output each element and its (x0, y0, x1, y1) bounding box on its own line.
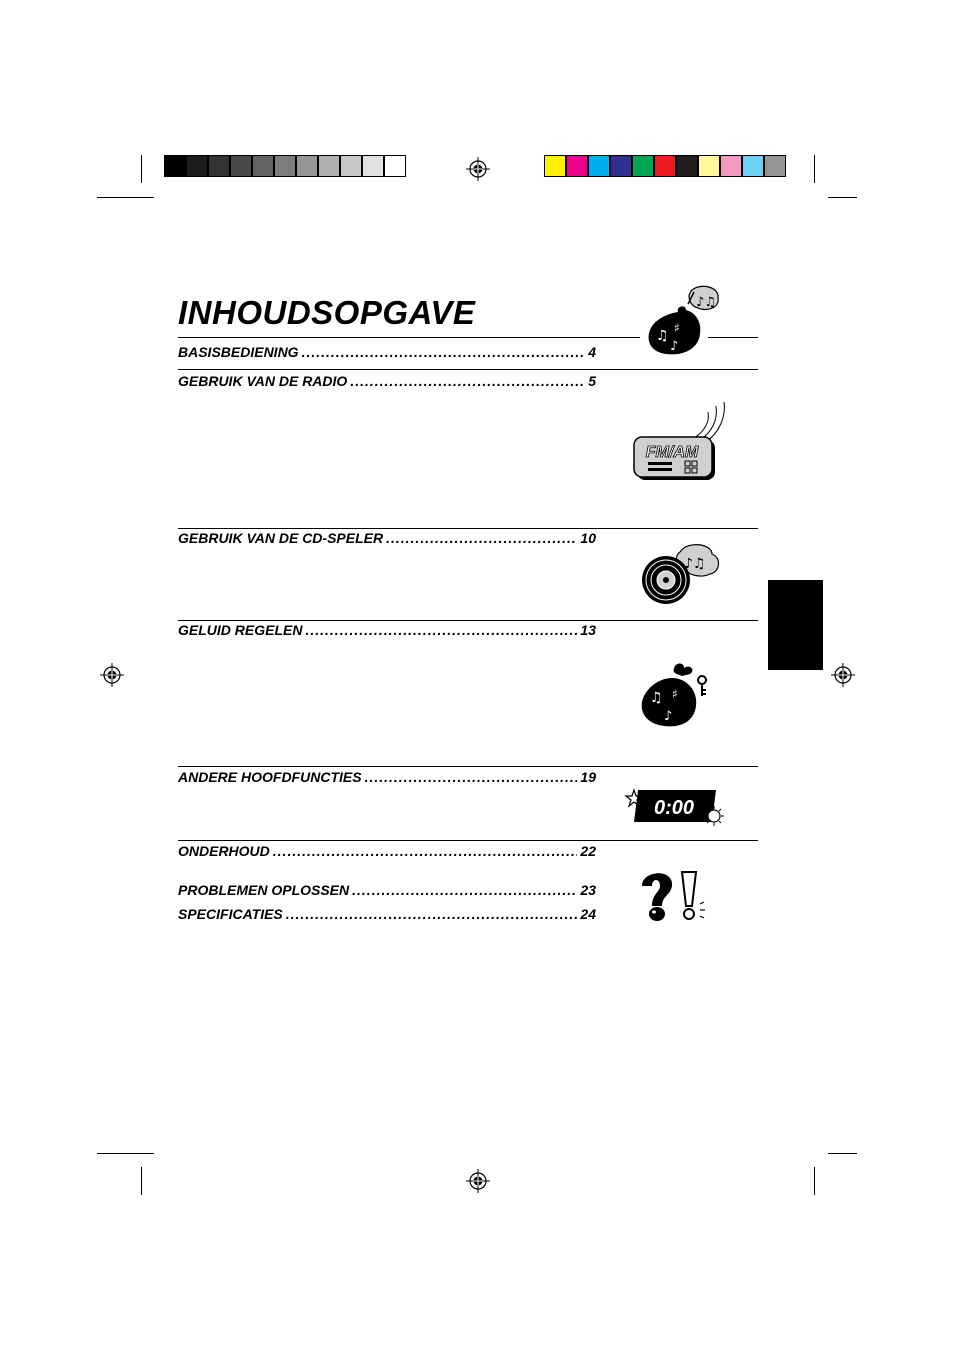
crop-mark (141, 155, 142, 183)
gray-swatch (318, 155, 340, 177)
crop-mark (141, 1167, 142, 1195)
gray-swatch (340, 155, 362, 177)
gray-swatch (296, 155, 318, 177)
toc-label: BASISBEDIENING (178, 344, 299, 360)
section-divider (178, 620, 758, 621)
sound-bag-icon (638, 662, 718, 730)
gray-swatch (186, 155, 208, 177)
color-swatch (632, 155, 654, 177)
color-swatch (676, 155, 698, 177)
color-swatch (588, 155, 610, 177)
crop-mark (814, 155, 815, 183)
color-swatch (566, 155, 588, 177)
toc-page-number: 19 (580, 769, 596, 785)
toc-label: ONDERHOUD (178, 843, 270, 859)
cd-music-icon (638, 542, 728, 608)
registration-mark-icon (831, 663, 855, 687)
gray-swatch (384, 155, 406, 177)
clock-time: 0:00 (653, 797, 695, 819)
gray-swatch (274, 155, 296, 177)
svg-text:♪♫: ♪♫ (684, 556, 706, 572)
toc-entry-problemen[interactable] (178, 882, 596, 902)
toc-page-number: 24 (580, 906, 596, 922)
crop-mark (97, 197, 154, 198)
page-title: INHOUDSOPGAVE (178, 294, 476, 331)
music-bag-icon (640, 284, 730, 360)
toc-label: GEBRUIK VAN DE RADIO (178, 373, 348, 389)
registration-mark-icon (466, 1169, 490, 1193)
toc-page-number: 23 (580, 882, 596, 898)
svg-text:♪: ♪ (670, 339, 679, 354)
toc-page-number: 4 (588, 344, 596, 360)
gray-swatch (362, 155, 384, 177)
color-swatch (720, 155, 742, 177)
toc-entry-specificaties[interactable] (178, 906, 596, 926)
section-divider (178, 766, 758, 767)
svg-text:♪: ♪ (664, 709, 673, 724)
toc-page-number: 5 (588, 373, 596, 389)
toc-label: SPECIFICATIES (178, 906, 283, 922)
section-divider (178, 369, 758, 370)
svg-text:♫: ♫ (650, 690, 663, 706)
svg-text:♫: ♫ (656, 328, 669, 344)
toc-entry-radio[interactable] (178, 373, 596, 393)
language-side-tab (768, 580, 823, 670)
svg-text:♪♫: ♪♫ (696, 295, 716, 310)
toc-entry-hoofdfuncties[interactable] (178, 769, 596, 789)
crop-mark (828, 197, 857, 198)
gray-swatch (208, 155, 230, 177)
toc-entry-onderhoud[interactable] (178, 843, 596, 863)
section-divider (178, 840, 758, 841)
color-swatch (698, 155, 720, 177)
color-swatch (764, 155, 786, 177)
svg-text:♯: ♯ (674, 321, 680, 335)
color-swatch (742, 155, 764, 177)
toc-entry-basisbediening[interactable] (178, 344, 596, 364)
toc-label: PROBLEMEN OPLOSSEN (178, 882, 350, 898)
crop-mark (97, 1153, 154, 1154)
registration-mark-icon (466, 157, 490, 181)
color-swatch (610, 155, 632, 177)
toc-label: ANDERE HOOFDFUNCTIES (178, 769, 362, 785)
color-swatch (544, 155, 566, 177)
toc-entry-geluid[interactable] (178, 622, 596, 642)
toc-page-number: 10 (580, 530, 596, 546)
troubleshooting-icon (636, 866, 716, 924)
gray-swatch (230, 155, 252, 177)
toc-entry-cd-speler[interactable] (178, 530, 596, 550)
radio-icon (632, 402, 732, 482)
radio-band-label: FM/AM (645, 444, 699, 461)
registration-mark-icon (100, 663, 124, 687)
gray-swatch (252, 155, 274, 177)
toc-page-number: 13 (580, 622, 596, 638)
toc-label: GELUID REGELEN (178, 622, 303, 638)
section-divider (178, 528, 758, 529)
crop-mark (814, 1167, 815, 1195)
gray-swatch (164, 155, 186, 177)
color-swatch (654, 155, 676, 177)
toc-label: GEBRUIK VAN DE CD-SPELER (178, 530, 384, 546)
toc-page-number: 22 (580, 843, 596, 859)
clock-display-icon (624, 786, 724, 826)
crop-mark (828, 1153, 857, 1154)
svg-text:♯: ♯ (672, 687, 678, 701)
title-underline (178, 337, 640, 338)
